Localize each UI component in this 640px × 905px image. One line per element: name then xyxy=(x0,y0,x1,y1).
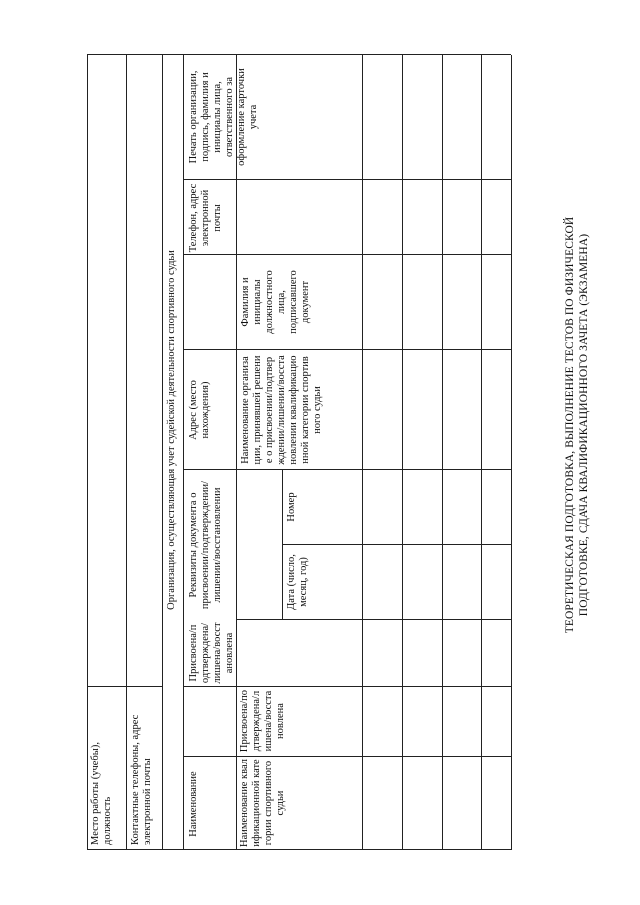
contacts-label: Контактные телефоны, адрес электронной почты xyxy=(130,714,153,845)
header-doc-details: Реквизиты документа о присвоении/подтверждении/лишении/восстановлении xyxy=(188,480,223,610)
line-contacts-bottom xyxy=(162,55,163,850)
section-header: Организация, осуществляющая учет судейской деятельности спортивного судьи xyxy=(166,250,177,610)
header-address: Адрес (место нахождения) xyxy=(188,380,211,440)
sub-conferred: Присвоена/подтверждена/лишена/восстановлена xyxy=(239,689,286,753)
sub-date: Дата (число, месяц, год) xyxy=(286,554,309,610)
col-line-official xyxy=(183,349,511,350)
line-section-bottom xyxy=(183,55,184,850)
footer-title xyxy=(563,165,591,685)
line-date-top xyxy=(282,470,283,620)
line-header-bottom xyxy=(362,55,363,850)
row-line-1 xyxy=(402,55,403,850)
border-left xyxy=(87,849,511,850)
col-line-number xyxy=(282,544,511,545)
col-line-name xyxy=(183,756,511,757)
border-right xyxy=(87,54,511,55)
border-bottom xyxy=(481,55,482,850)
header-name: Наименование xyxy=(188,771,199,837)
sub-org-name: Наименование организации, принявшей решение о присвоении/подтверждении/лишении/восстановлении квалификационной категории спортивного судьи xyxy=(240,355,323,465)
sub-conferred-2: Присвоена/подтверждена/лишена/восстановлена xyxy=(188,622,235,684)
sub-qualification-name: Наименование квалификационной категории спортивного судьи xyxy=(239,759,286,847)
line-work-bottom xyxy=(126,55,127,850)
col-line-conferred xyxy=(183,686,511,687)
footer-line-1: ТЕОРЕТИЧЕСКАЯ ПОДГОТОВКА, ВЫПОЛНЕНИЕ ТЕСТОВ ПО ФИЗИЧЕСКОЙ xyxy=(564,216,576,634)
header-phone: Телефон, адрес электронной почты xyxy=(188,183,223,253)
work-label: Место работы (учебы), должность xyxy=(90,742,113,845)
sub-number: Номер xyxy=(286,492,297,522)
col-line-address xyxy=(183,469,511,470)
col-line-stamp xyxy=(183,179,511,180)
col-line-label xyxy=(87,686,162,687)
row-line-2 xyxy=(442,55,443,850)
border-top xyxy=(87,55,88,850)
border-bottom-2 xyxy=(511,55,512,850)
footer-line-2: ПОДГОТОВКЕ, СДАЧА КВАЛИФИКАЦИОННОГО ЗАЧЕТА (ЭКЗАМЕНА) xyxy=(578,233,590,617)
header-stamp: Печать организации, подпись, фамилия и инициалы лица, ответственного за оформление карточки учета xyxy=(188,68,259,166)
col-line-date-left xyxy=(236,619,511,620)
sub-official: Фамилия и инициалы должностного лица, подписавшего документ xyxy=(240,270,311,334)
col-line-phone xyxy=(183,254,511,255)
